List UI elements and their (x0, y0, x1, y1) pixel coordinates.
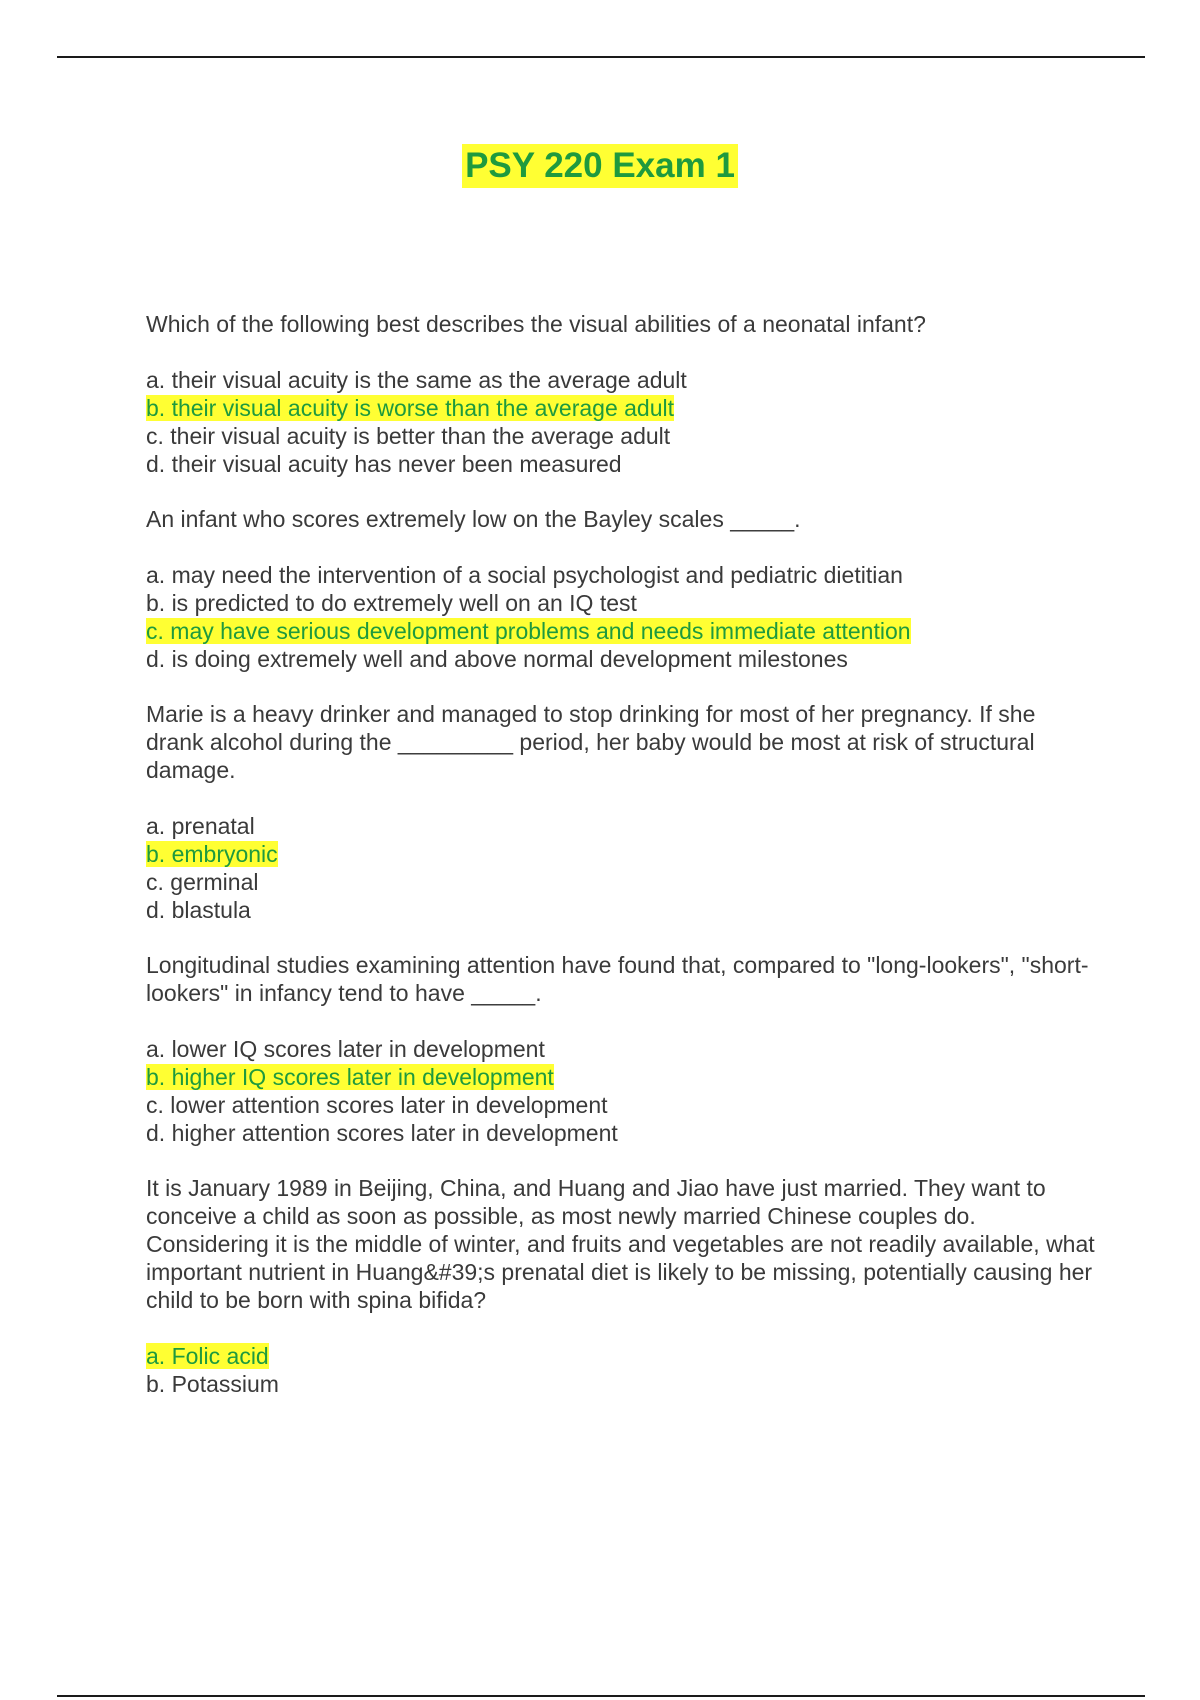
option-text-highlighted: b. higher IQ scores later in development (146, 1064, 554, 1090)
option-a (146, 812, 1096, 840)
option-a (146, 1035, 1096, 1063)
option-text: a. may need the intervention of a social psychologist and pediatric dietitian (146, 562, 903, 588)
option-text-highlighted: a. Folic acid (146, 1343, 269, 1369)
question-1 (146, 310, 1096, 478)
top-rule (57, 56, 1145, 58)
option-d (146, 645, 1096, 673)
option-b-correct (146, 1063, 1096, 1091)
answer-options (146, 366, 1096, 478)
question-text: Longitudinal studies examining attention have found that, compared to "long-lookers", "short-lookers" in infancy tend to have _____. (146, 952, 1089, 1006)
option-text: d. their visual acuity has never been measured (146, 451, 622, 477)
option-c (146, 422, 1096, 450)
option-text: c. their visual acuity is better than the average adult (146, 423, 671, 449)
question-4 (146, 951, 1096, 1147)
option-text: a. lower IQ scores later in development (146, 1036, 545, 1062)
option-text: b. is predicted to do extremely well on an IQ test (146, 590, 637, 616)
option-a-correct (146, 1342, 1096, 1370)
page-title: PSY 220 Exam 1 (462, 144, 738, 188)
answer-options (146, 561, 1096, 673)
option-d (146, 1119, 1096, 1147)
option-d (146, 896, 1096, 924)
option-c-correct (146, 617, 1096, 645)
question-text: Which of the following best describes the visual abilities of a neonatal infant? (146, 311, 926, 337)
option-c (146, 1091, 1096, 1119)
option-text: a. their visual acuity is the same as the average adult (146, 367, 687, 393)
option-text: c. germinal (146, 869, 259, 895)
title-wrap (0, 144, 1200, 188)
option-text-highlighted: b. embryonic (146, 841, 278, 867)
option-text: b. Potassium (146, 1371, 279, 1397)
option-a (146, 561, 1096, 589)
answer-options (146, 1035, 1096, 1147)
question-text: Marie is a heavy drinker and managed to stop drinking for most of her pregnancy. If she drank alcohol during the _________ period, her baby would be most at risk of structural damage. (146, 701, 1036, 783)
option-c (146, 868, 1096, 896)
question-text: An infant who scores extremely low on the Bayley scales _____. (146, 506, 801, 532)
answer-options (146, 812, 1096, 924)
option-text-highlighted: c. may have serious development problems and needs immediate attention (146, 618, 911, 644)
option-text-highlighted: b. their visual acuity is worse than the average adult (146, 395, 675, 421)
option-text: a. prenatal (146, 813, 255, 839)
answer-options (146, 1342, 1096, 1398)
option-text: c. lower attention scores later in development (146, 1092, 608, 1118)
question-2 (146, 505, 1096, 673)
option-b-correct (146, 840, 1096, 868)
option-text: d. is doing extremely well and above normal development milestones (146, 646, 848, 672)
exam-content (146, 310, 1096, 1425)
option-a (146, 366, 1096, 394)
option-b (146, 1370, 1096, 1398)
option-text: d. higher attention scores later in development (146, 1120, 618, 1146)
question-3 (146, 700, 1096, 924)
option-d (146, 450, 1096, 478)
question-5 (146, 1174, 1096, 1398)
option-text: d. blastula (146, 897, 251, 923)
question-text: It is January 1989 in Beijing, China, and Huang and Jiao have just married. They want to conceive a child as soon as possible, as most newly married Chinese couples do. Considering it is the middle of winter, and fruits and vegetables are not readily available, what important nutrient in Huang&#39;s prenatal diet is likely to be missing, potentially causing her child to be born with spina bifida? (146, 1175, 1095, 1313)
bottom-rule (57, 1695, 1145, 1697)
option-b-correct (146, 394, 1096, 422)
option-b (146, 589, 1096, 617)
